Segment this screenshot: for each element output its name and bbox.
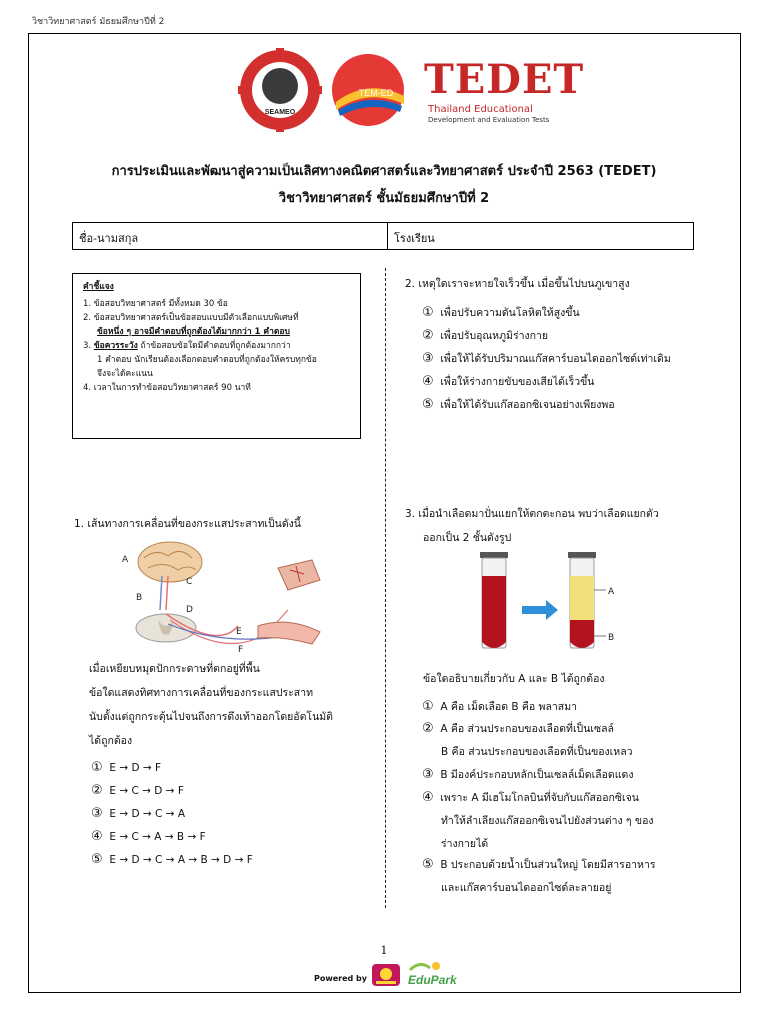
q1-label-f: F [238, 645, 244, 655]
q3-option-5-text: B ประกอบด้วยน้ำเป็นส่วนใหญ่ โดยมีสารอาหาร [440, 859, 656, 871]
q1-text-4: ได้ถูกต้อง [89, 735, 133, 747]
q1-option-2-num: ② [91, 783, 103, 798]
student-info-box [72, 222, 694, 250]
q2-option-4[interactable] [422, 373, 594, 390]
q3-option-5[interactable] [422, 856, 655, 873]
q2-option-2-text: เพื่อปรับอุณหภูมิร่างกาย [440, 330, 549, 342]
q1-option-2-text: E → C → D → F [109, 785, 184, 797]
arrow-right-icon [522, 600, 558, 620]
school-label: โรงเรียน [394, 232, 435, 245]
q2-option-1-num: ① [422, 305, 434, 320]
q1-option-5[interactable] [91, 852, 253, 867]
q3-option-2[interactable] [422, 720, 614, 737]
q3-option-4-num: ④ [422, 790, 434, 805]
school-field[interactable] [388, 223, 693, 249]
q1-label-a: A [122, 555, 129, 565]
q3-option-1-num: ① [422, 699, 434, 714]
q3-option-4-line2: ทำให้ลำเลียงแก๊สออกซิเจนไปยังส่วนต่าง ๆ ของ [441, 815, 654, 827]
q2-option-3-num: ③ [422, 351, 434, 366]
q2-option-1-text: เพื่อปรับความดันโลหิตให้สูงขึ้น [440, 307, 580, 319]
q3-option-1[interactable] [422, 698, 577, 715]
instruction-3-num: 3. [83, 341, 94, 351]
temed-text: TEM-ED [358, 88, 394, 98]
q3-option-1-text: A คือ เม็ดเลือด B คือ พลาสมา [440, 701, 578, 713]
q3-option-3[interactable] [422, 766, 633, 783]
instruction-2: 2. ข้อสอบวิทยาศาสตร์เป็นข้อสอบแบบมีตัวเลือกแบบพิเศษที่ [83, 313, 299, 323]
sponsor-logo-1 [370, 962, 402, 988]
q2-option-5[interactable] [422, 396, 615, 413]
q3-prompt: ข้อใดอธิบายเกี่ยวกับ A และ B ได้ถูกต้อง [423, 673, 605, 685]
q3-option-3-text: B มีองค์ประกอบหลักเป็นเซลล์เม็ดเลือดแดง [440, 769, 634, 781]
q1-option-1-num: ① [91, 760, 103, 775]
nerve-pathway-diagram [108, 540, 330, 658]
q3-stem-2: ออกเป็น 2 ชั้นดังรูป [423, 532, 512, 544]
exam-title: การประเมินและพัฒนาสู่ความเป็นเลิศทางคณิตศาสตร์และวิทยาศาสตร์ ประจำปี 2563 (TEDET) [111, 164, 657, 179]
tedet-subtitle-small: Development and Evaluation Tests [428, 116, 550, 124]
q2-option-1[interactable] [422, 304, 580, 321]
instruction-3-cont: 1 คำตอบ นักเรียนต้องเลือกตอบคำตอบที่ถูกต้องให้ครบทุกข้อ [97, 355, 317, 365]
q3-option-5-num: ⑤ [422, 857, 434, 872]
instruction-3-cont2: จึงจะได้คะแนน [97, 369, 153, 379]
name-field[interactable] [73, 223, 388, 249]
q1-option-3-num: ③ [91, 806, 103, 821]
q3-option-4[interactable] [422, 789, 639, 806]
q2-option-5-text: เพื่อให้ได้รับแก๊สออกซิเจนอย่างเพียงพอ [440, 399, 615, 411]
q1-option-5-num: ⑤ [91, 852, 103, 867]
q3-label-b: B [608, 633, 615, 643]
powered-by-label: Powered by [314, 974, 367, 983]
tedet-subtitle: Thailand Educational [428, 104, 533, 115]
instruction-3-text: ถ้าข้อสอบข้อใดมีคำตอบที่ถูกต้องมากกว่า [137, 341, 291, 351]
column-divider [385, 268, 386, 908]
q3-option-2-text: A คือ ส่วนประกอบของเลือดที่เป็นเซลล์ [440, 723, 614, 735]
sponsor-logo-edupark [406, 960, 464, 988]
edupark-text: EduPark [408, 973, 457, 987]
q3-label-a: A [608, 587, 615, 597]
q1-option-1[interactable] [91, 760, 161, 775]
q1-label-c: C [186, 577, 193, 587]
q1-option-4-text: E → C → A → B → F [109, 831, 206, 843]
q2-option-3-text: เพื่อให้ได้รับปริมาณแก๊สคาร์บอนไดออกไซด์เท่าเดิม [440, 353, 671, 365]
q1-option-1-text: E → D → F [109, 762, 162, 774]
q1-label-b: B [136, 593, 143, 603]
q1-option-3-text: E → D → C → A [109, 808, 185, 820]
q2-option-4-num: ④ [422, 374, 434, 389]
q1-option-2[interactable] [91, 783, 184, 798]
seameo-logo [238, 48, 322, 132]
q2-option-5-num: ⑤ [422, 397, 434, 412]
q3-option-4-line3: ร่างกายได้ [441, 838, 489, 850]
q1-text-1: เมื่อเหยียบหมุดปักกระดาษที่ตกอยู่ที่พื้น [89, 663, 260, 675]
q2-option-3[interactable] [422, 350, 671, 367]
q1-text-2: ข้อใดแสดงทิศทางการเคลื่อนที่ของกระแสประสาท [89, 687, 314, 699]
q3-option-3-num: ③ [422, 767, 434, 782]
q3-stem-1: 3. เมื่อนำเลือดมาปั่นแยกให้ตกตะกอน พบว่าเลือดแยกตัว [405, 508, 659, 520]
q1-option-5-text: E → D → C → A → B → D → F [109, 854, 253, 866]
q2-stem: 2. เหตุใดเราจะหายใจเร็วขึ้น เมื่อขึ้นไปบนภูเขาสูง [405, 278, 630, 290]
tedet-logo-text: TEDET [424, 56, 585, 103]
instruction-3-warning: ข้อควรระวัง [93, 341, 138, 351]
q2-option-2-num: ② [422, 328, 434, 343]
page-number: 1 [380, 944, 388, 957]
q1-text-3: นับตั้งแต่ถูกกระตุ้นไปจนถึงการดึงเท้าออกโดยอัตโนมัติ [89, 711, 333, 723]
blood-tubes-diagram [470, 550, 630, 660]
seameo-text: SEAMEO [264, 109, 296, 116]
q3-option-2-num: ② [422, 721, 434, 736]
q1-option-3[interactable] [91, 806, 185, 821]
name-label: ชื่อ-นามสกุล [79, 232, 139, 245]
instruction-1: 1. ข้อสอบวิทยาศาสตร์ มีทั้งหมด 30 ข้อ [83, 299, 228, 309]
instruction-4: 4. เวลาในการทำข้อสอบวิทยาศาสตร์ 90 นาที [83, 383, 251, 393]
instructions-box [72, 273, 361, 439]
temed-logo [332, 54, 404, 126]
q3-option-5-line2: และแก๊สคาร์บอนไดออกไซด์ละลายอยู่ [441, 882, 612, 894]
instruction-3 [83, 339, 350, 353]
instructions-heading: คำชี้แจง [83, 282, 114, 292]
q1-label-d: D [186, 605, 193, 615]
q1-label-e: E [236, 627, 242, 637]
q1-option-4-num: ④ [91, 829, 103, 844]
q1-option-4[interactable] [91, 829, 206, 844]
q2-option-4-text: เพื่อให้ร่างกายขับของเสียได้เร็วขึ้น [440, 376, 595, 388]
running-head: วิชาวิทยาศาสตร์ มัธยมศึกษาปีที่ 2 [32, 17, 165, 27]
q2-option-2[interactable] [422, 327, 548, 344]
q3-option-4-text: เพราะ A มีเฮโมโกลบินที่จับกับแก๊สออกซิเจน [440, 792, 639, 804]
q1-stem: 1. เส้นทางการเคลื่อนที่ของกระแสประสาทเป็นดังนี้ [74, 518, 301, 530]
exam-subject: วิชาวิทยาศาสตร์ ชั้นมัธยมศึกษาปีที่ 2 [278, 191, 490, 206]
instruction-2-emphasis: ข้อหนึ่ง ๆ อาจมีคำตอบที่ถูกต้องได้มากกว่า 1 คำตอบ [97, 327, 290, 337]
q3-option-2-line2: B คือ ส่วนประกอบของเลือดที่เป็นของเหลว [441, 746, 633, 758]
